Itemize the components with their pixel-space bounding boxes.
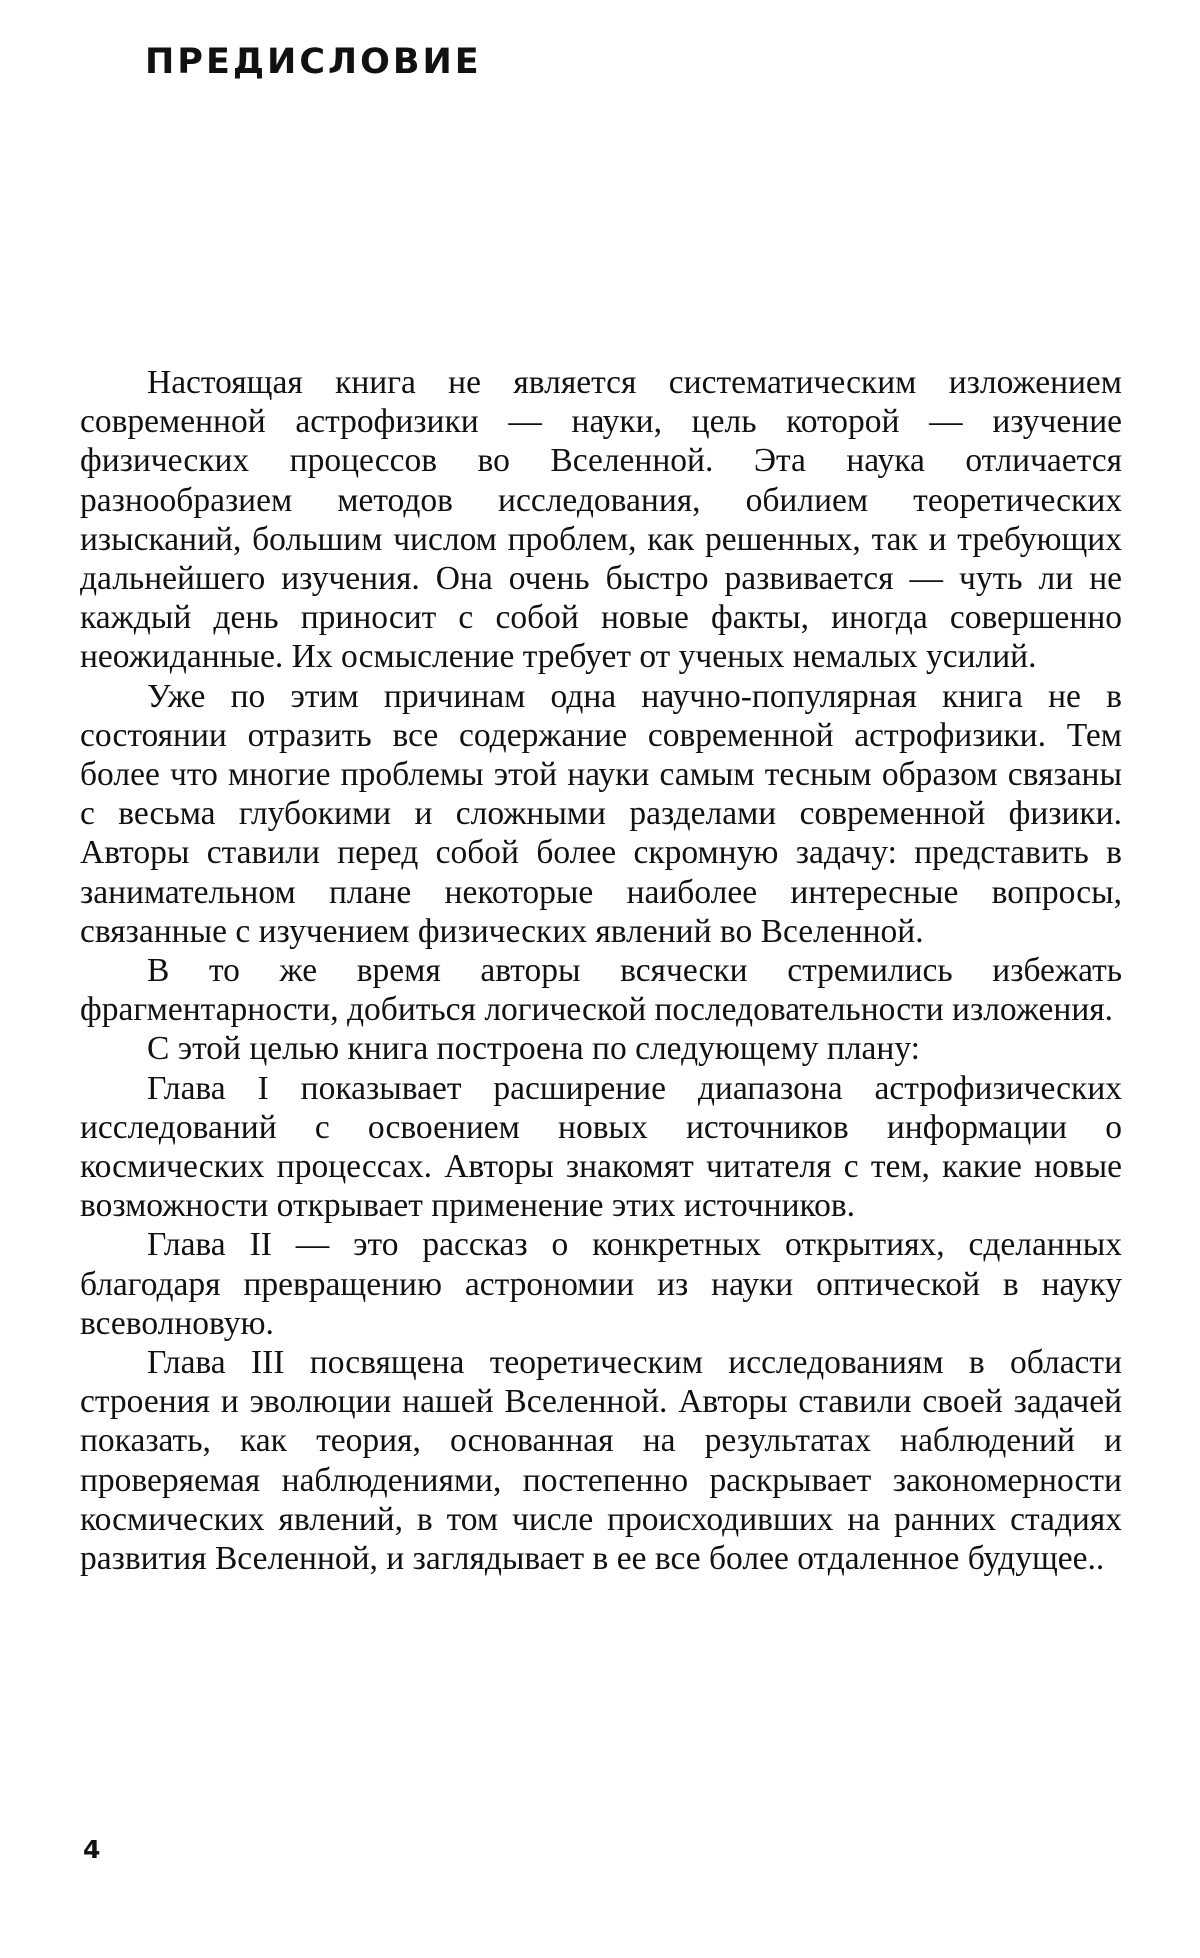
- page-number: 4: [83, 1835, 101, 1864]
- paragraph-plan: С этой целью книга построена по следующему плану:: [147, 1030, 920, 1068]
- paragraph-intro: Настоящая книга не является систематическим изложением современной астрофизики — науки, цель которой — изучение физических процессов во Вселенной. Эта наука отличается разнообразием методов исследования, обилием теоретических изысканий, большим числом проблем, как решенных, так и требующих дальнейшего изучения. Она очень быстро развивается — чуть ли не каждый день приносит с собой новые факты, иногда совершенно неожиданные. Их осмысление требует от ученых немалых усилий.: [80, 364, 1122, 676]
- paragraph-scope: Уже по этим причинам одна научно-популярная книга не в состоянии отразить все содержание современной астрофизики. Тем более что многие проблемы этой науки самым тесным образом связаны с весьма глубокими и сложными разделами современной физики. Авторы ставили перед собой более скромную задачу: представить в занимательном плане некоторые наиболее интересные вопросы, связанные с изучением физических явлений во Вселенной.: [80, 677, 1122, 950]
- paragraph-goal: В то же время авторы всячески стремились избежать фрагментарности, добиться логической последовательности изложения.: [80, 952, 1122, 1029]
- paragraph-chapter-1: Глава I показывает расширение диапазона астрофизических исследований с освоением новых источников информации о космических процессах. Авторы знакомят читателя с тем, какие новые возможности открывает применение этих источников.: [80, 1069, 1122, 1225]
- page-title: ПРЕДИСЛОВИЕ: [145, 42, 482, 82]
- preface-body: [80, 363, 1122, 1578]
- paragraph-chapter-3: Глава III посвящена теоретическим исследованиям в области строения и эволюции нашей Вселенной. Авторы ставили своей задачей показать, как теория, основанная на результатах наблюдений и проверяемая наблюдениями, постепенно раскрывает закономерности космических явлений, в том числе происходивших на ранних стадиях развития Вселенной, и заглядывает в ее все более отдаленное будущее..: [80, 1344, 1122, 1578]
- paragraph-chapter-2: Глава II — это рассказ о конкретных открытиях, сделанных благодаря превращению астрономии из науки оптической в науку всеволновую.: [80, 1226, 1122, 1342]
